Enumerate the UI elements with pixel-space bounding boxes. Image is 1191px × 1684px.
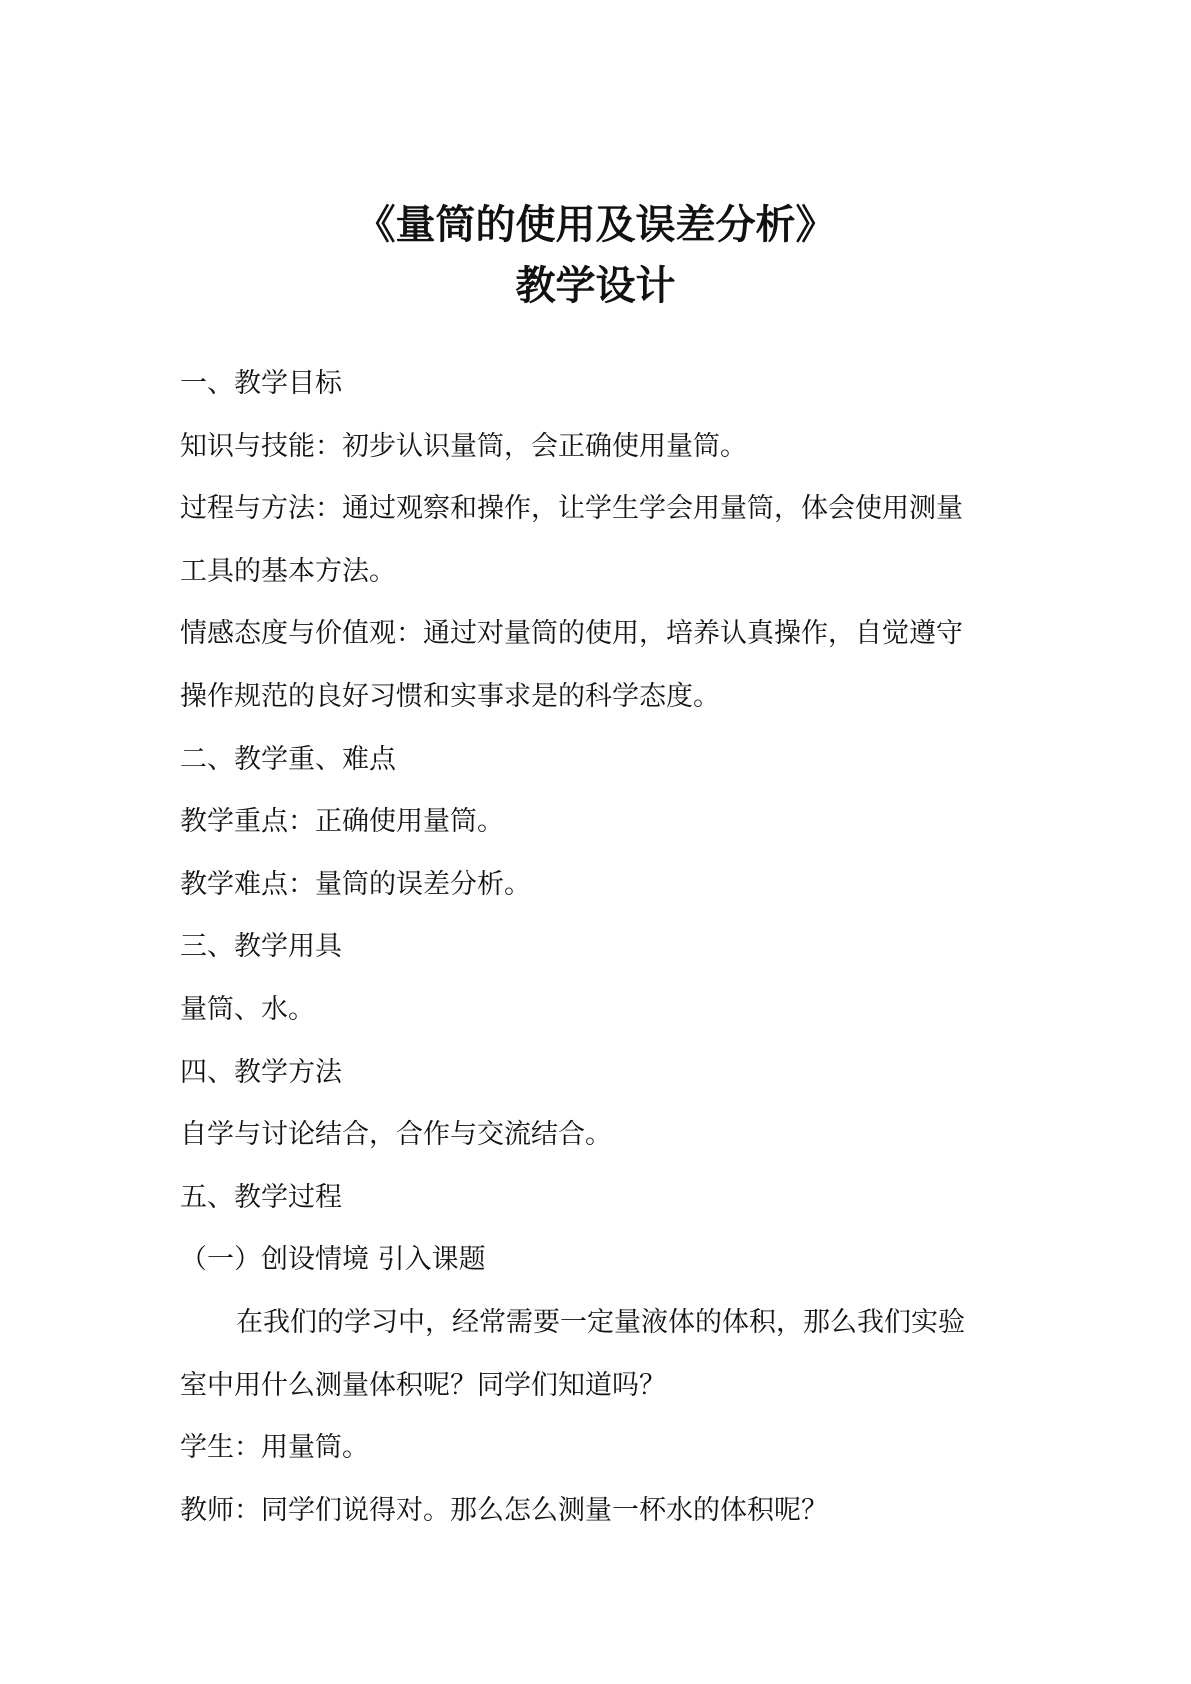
dialogue-line: 教师：同学们说得对。那么怎么测量一杯水的体积呢？ <box>180 1494 828 1526</box>
document-body <box>180 353 1020 1542</box>
section-heading-process: 五、教学过程 <box>180 1181 342 1213</box>
dialogue-line: 学生：用量筒。 <box>180 1432 369 1464</box>
section-heading-methods: 四、教学方法 <box>180 1056 342 1088</box>
paragraph-line: 教学难点：量筒的误差分析。 <box>180 868 531 900</box>
paragraph-line: 在我们的学习中，经常需要一定量液体的体积，那么我们实验 <box>236 1306 965 1338</box>
paragraph-line: 情感态度与价值观：通过对量筒的使用，培养认真操作，自觉遵守 <box>180 618 963 650</box>
paragraph-line: 量筒、水。 <box>180 993 315 1025</box>
document-title: 《量筒的使用及误差分析》 <box>355 202 836 248</box>
paragraph-line: 室中用什么测量体积呢？同学们知道吗？ <box>180 1369 666 1401</box>
paragraph-line: 过程与方法：通过观察和操作，让学生学会用量筒，体会使用测量 <box>180 493 963 525</box>
paragraph-line: 操作规范的良好习惯和实事求是的科学态度。 <box>180 680 720 712</box>
paragraph-line: 工具的基本方法。 <box>180 555 396 587</box>
section-heading-key-points: 二、教学重、难点 <box>180 743 396 775</box>
subsection-heading: （一）创设情境 引入课题 <box>180 1244 486 1276</box>
paragraph-line: 教学重点：正确使用量筒。 <box>180 806 504 838</box>
section-heading-tools: 三、教学用具 <box>180 931 342 963</box>
document-subtitle: 教学设计 <box>515 263 676 309</box>
paragraph-line: 知识与技能：初步认识量筒，会正确使用量筒。 <box>180 430 747 462</box>
section-heading-objectives: 一、教学目标 <box>180 368 342 399</box>
paragraph-line: 自学与讨论结合，合作与交流结合。 <box>180 1119 612 1151</box>
